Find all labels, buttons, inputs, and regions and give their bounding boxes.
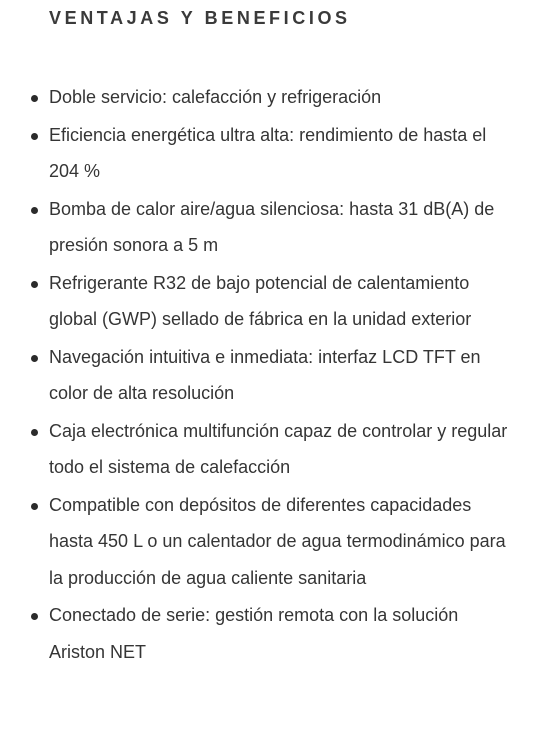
bullet-icon	[31, 429, 38, 436]
list-item	[0, 79, 520, 116]
list-item	[0, 117, 520, 190]
benefit-text: Eficiencia energética ultra alta: rendimiento de hasta el 204 %	[49, 124, 487, 181]
bullet-icon	[31, 355, 38, 362]
bullet-icon	[31, 503, 38, 510]
bullet-icon	[31, 207, 38, 214]
list-item	[0, 339, 520, 412]
list-item	[0, 597, 520, 670]
benefit-text: Navegación intuitiva e inmediata: interfaz LCD TFT en color de alta resolución	[49, 346, 481, 403]
bullet-icon	[31, 133, 38, 140]
benefit-text: Bomba de calor aire/agua silenciosa: hasta 31 dB(A) de presión sonora a 5 m	[49, 198, 495, 255]
list-item	[0, 191, 520, 264]
benefit-text: Compatible con depósitos de diferentes capacidades hasta 450 L o un calentador de agua termodinámico para la producción de agua caliente sanitaria	[49, 494, 506, 588]
benefit-text: Caja electrónica multifunción capaz de controlar y regular todo el sistema de calefacción	[49, 420, 508, 477]
benefit-text: Refrigerante R32 de bajo potencial de calentamiento global (GWP) sellado de fábrica en la unidad exterior	[49, 272, 472, 329]
bullet-icon	[31, 281, 38, 288]
list-item	[0, 487, 520, 597]
list-item	[0, 413, 520, 486]
section-heading: VENTAJAS Y BENEFICIOS	[49, 8, 351, 28]
bullet-icon	[31, 613, 38, 620]
bullet-icon	[31, 95, 38, 102]
benefit-text: Doble servicio: calefacción y refrigeración	[49, 87, 382, 107]
benefit-text: Conectado de serie: gestión remota con la solución Ariston NET	[49, 605, 459, 662]
benefits-list	[0, 79, 520, 671]
list-item	[0, 265, 520, 338]
